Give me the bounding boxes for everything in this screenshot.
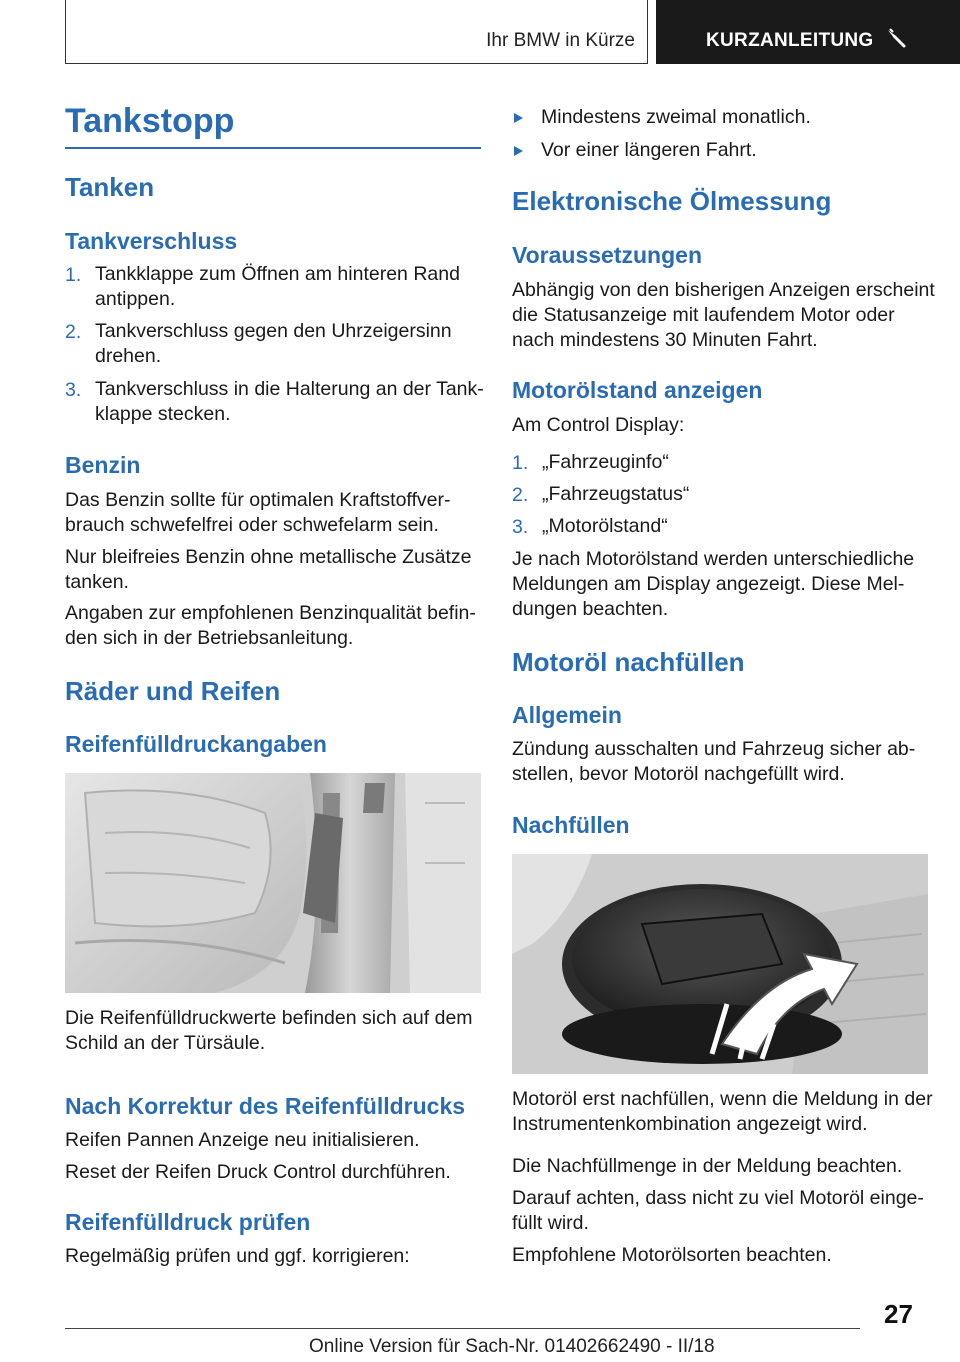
step-text: Tankverschluss in die Halterung an der Tank‐	[95, 378, 484, 400]
heading-voraussetzungen: Voraussetzungen	[512, 242, 702, 268]
heading-motoroelstand-anzeigen: Motorölstand anzeigen	[512, 377, 763, 403]
step-number: 1.	[65, 264, 82, 286]
step-text: drehen.	[95, 345, 162, 367]
heading-reifenfuelldruck-pruefen: Reifenfülldruck prüfen	[65, 1209, 311, 1235]
heading-benzin: Benzin	[65, 452, 141, 478]
bullet-triangle-icon	[514, 146, 523, 156]
header-section-title: Ihr BMW in Kürze	[486, 30, 635, 51]
header-chapter-label: KURZANLEITUNG	[706, 30, 874, 51]
heading-nach-korrektur: Nach Korrektur des Reifenfülldrucks	[65, 1093, 466, 1119]
heading-tanken: Tanken	[65, 172, 155, 202]
bullet-item: Vor einer längeren Fahrt.	[541, 139, 757, 161]
voraussetzungen-text: Abhängig von den bisherigen Anzeigen erscheint	[512, 279, 935, 301]
benzin-text: Angaben zur empfohlenen Benzinqualität befin‐	[65, 602, 476, 624]
allgemein-text: Zündung ausschalten und Fahrzeug sicher ab‐	[512, 738, 916, 760]
korrektur-text: Reifen Pannen Anzeige neu initialisieren.	[65, 1129, 420, 1151]
page-title: Tankstopp	[65, 102, 235, 140]
tire-pressure-label-image	[65, 773, 481, 993]
step-number: 2.	[65, 321, 82, 343]
bullet-triangle-icon	[514, 113, 523, 123]
korrektur-text: Reset der Reifen Druck Control durchführen.	[65, 1161, 451, 1183]
heading-motoroel-nachfuellen: Motoröl nachfüllen	[512, 647, 745, 677]
anzeigen-text: dungen beachten.	[512, 598, 669, 620]
header-chapter-tab	[656, 0, 960, 64]
menu-path-item: „Fahrzeugstatus“	[542, 483, 690, 505]
step-text: klappe stecken.	[95, 403, 231, 425]
heading-reifenfuelldruckangaben: Reifenfülldruckangaben	[65, 731, 327, 757]
voraussetzungen-text: nach mindestens 30 Minuten Fahrt.	[512, 329, 818, 351]
anzeigen-text: Meldungen am Display angezeigt. Diese Mel‐	[512, 573, 905, 595]
step-number: 2.	[512, 484, 529, 506]
nachfuellen-text: Motoröl erst nachfüllen, wenn die Meldung in der	[512, 1088, 933, 1110]
bullet-item: Mindestens zweimal monatlich.	[541, 106, 811, 128]
heading-tankverschluss: Tankverschluss	[65, 228, 238, 254]
allgemein-text: stellen, bevor Motoröl nachgefüllt wird.	[512, 763, 845, 785]
nachfuellen-text: Darauf achten, dass nicht zu viel Motoröl einge‐	[512, 1187, 924, 1209]
tools-icon	[884, 26, 908, 50]
page-number: 27	[884, 1299, 913, 1329]
title-divider	[65, 147, 481, 149]
door-pillar-illustration	[65, 773, 481, 993]
footer-online-version: Online Version für Sach-Nr. 01402662490 - II/18	[309, 1336, 715, 1357]
benzin-text: Nur bleifreies Benzin ohne metallische Zusätze	[65, 546, 472, 568]
step-number: 1.	[512, 452, 529, 474]
nachfuellen-text: Die Nachfüllmenge in der Meldung beachten.	[512, 1155, 903, 1177]
menu-path-item: „Fahrzeuginfo“	[542, 451, 669, 473]
anzeigen-intro: Am Control Display:	[512, 414, 685, 436]
benzin-text: den sich in der Betriebsanleitung.	[65, 627, 354, 649]
nachfuellen-text: füllt wird.	[512, 1212, 589, 1234]
heading-oelmessung: Elektronische Ölmessung	[512, 186, 832, 216]
step-number: 3.	[512, 516, 529, 538]
step-number: 3.	[65, 379, 82, 401]
image-caption: Die Reifenfülldruckwerte befinden sich auf dem	[65, 1007, 473, 1029]
nachfuellen-text: Empfohlene Motorölsorten beachten.	[512, 1244, 832, 1266]
benzin-text: brauch schwefelfrei oder schwefelarm sein.	[65, 514, 439, 536]
footer-divider	[65, 1328, 860, 1329]
heading-raeder-reifen: Räder und Reifen	[65, 676, 281, 706]
nachfuellen-text: Instrumentenkombination angezeigt wird.	[512, 1113, 868, 1135]
pruefen-text: Regelmäßig prüfen und ggf. korrigieren:	[65, 1245, 410, 1267]
image-caption: Schild an der Türsäule.	[65, 1032, 266, 1054]
benzin-text: tanken.	[65, 571, 129, 593]
step-text: antippen.	[95, 288, 176, 310]
step-text: Tankverschluss gegen den Uhrzeigersinn	[95, 320, 452, 342]
anzeigen-text: Je nach Motorölstand werden unterschiedliche	[512, 548, 915, 570]
oil-cap-illustration	[512, 854, 928, 1074]
menu-path-item: „Motorölstand“	[542, 515, 668, 537]
benzin-text: Das Benzin sollte für optimalen Kraftstoffver‐	[65, 489, 451, 511]
heading-nachfuellen: Nachfüllen	[512, 812, 630, 838]
step-text: Tankklappe zum Öffnen am hinteren Rand	[95, 263, 460, 285]
oil-filler-cap-image	[512, 854, 928, 1074]
voraussetzungen-text: die Statusanzeige mit laufendem Motor oder	[512, 304, 895, 326]
heading-allgemein: Allgemein	[512, 702, 622, 728]
